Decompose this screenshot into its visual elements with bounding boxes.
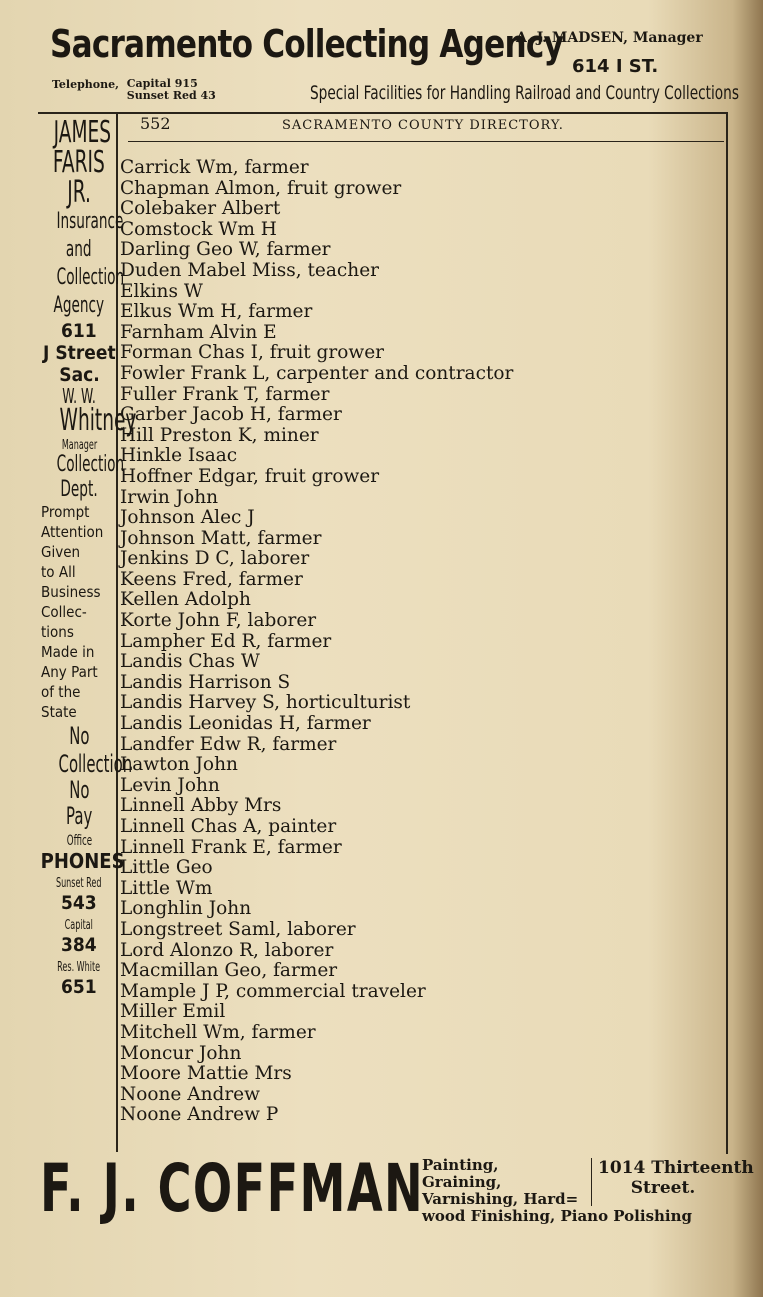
sidebar-text: Collection [58,750,133,778]
running-head: SACRAMENTO COUNTY DIRECTORY. [282,118,564,133]
sidebar-text: Collec- [41,603,87,621]
agency-telephone [52,78,216,102]
sidebar-text: Sac. [58,364,100,386]
sidebar-text: Collection [56,265,125,290]
sidebar-line [36,750,133,778]
directory-entry: Linnell Chas A, painter [120,816,337,837]
agency-manager: A. J. MADSEN, Manager [516,30,703,46]
sidebar-text: Business [41,583,101,601]
sidebar-text: Pay [65,802,93,830]
sidebar-text: Made in [41,643,95,661]
directory-entry: Linnell Frank E, farmer [120,836,342,858]
sidebar-text: J Street [42,342,116,364]
directory-entry: Macmillan Geo, farmer [120,960,338,982]
sidebar-line [36,849,125,873]
telephone-line: Sunset Red 43 [126,89,216,102]
sidebar-line [36,522,122,542]
directory-entry: Darling Geo W, farmer [120,239,331,261]
header-rule [128,141,724,142]
sidebar-text: Capital [64,918,94,933]
directory-entry: Miller Emil [120,1001,226,1023]
directory-entry: Elkus Wm H, farmer [120,301,313,323]
sidebar-text: of the [41,683,81,701]
sidebar-line [36,145,122,180]
sidebar-line [36,682,122,702]
sidebar-line [36,722,122,750]
sidebar-text: Whitney [59,403,137,438]
directory-entry: Colebaker Albert [120,198,281,220]
directory-entry: Little Wm [120,877,213,899]
sidebar-text: W. W. [62,384,96,408]
sidebar-text: State [41,703,77,721]
sidebar-line [36,542,122,562]
sidebar-line [36,452,125,478]
sidebar-line [36,115,122,150]
directory-entry: Landis Harvey S, horticulturist [120,692,411,714]
footer-advertiser-name: F. J. COFFMAN [40,1150,425,1227]
sidebar-text: PHONES [40,849,125,873]
directory-entry: Linnell Abby Mrs [120,795,282,817]
sidebar-text: Prompt [41,503,90,521]
telephone-label: Telephone, [52,78,119,91]
directory-entries [120,158,720,1126]
sidebar-line [36,892,122,914]
directory-entry: Noone Andrew P [120,1104,279,1126]
sidebar-text: Sunset Red [56,876,102,891]
directory-entry: Landis Leonidas H, farmer [120,713,371,735]
directory-entry: Levin John [120,774,220,796]
sidebar-text: tions [41,623,74,641]
telephone-numbers [127,78,216,102]
sidebar-line [36,436,122,452]
footer-address [598,1158,754,1198]
sidebar-line [36,320,122,342]
sidebar-text: Collection [56,452,125,477]
sidebar-text: Attention [41,523,104,541]
directory-entry: Mample J P, commercial traveler [120,980,426,1002]
sidebar-text: Given [41,543,81,561]
directory-entry: Duden Mabel Miss, teacher [120,259,379,281]
sidebar-advertisement [36,115,137,998]
directory-entry: Hinkle Isaac [120,445,238,467]
footer-service-line: Varnishing, Hard= [422,1190,579,1208]
sidebar-line [36,403,137,438]
directory-entry: Comstock Wm H [120,218,277,240]
sidebar-line [36,778,122,802]
directory-entry: Little Geo [120,857,213,879]
directory-entry: Johnson Matt, farmer [120,527,322,549]
sidebar-text: Agency [53,293,105,318]
directory-entry: Hill Preston K, miner [120,424,319,446]
directory-entry: Jenkins D C, laborer [120,548,310,570]
directory-entry: Carrick Wm, farmer [120,157,309,178]
sidebar-text: FARIS [53,145,105,180]
sidebar-text: 651 [61,976,97,998]
directory-entry: Lord Alonzo R, laborer [120,939,334,961]
directory-entry: Irwin John [120,486,219,508]
telephone-line: Capital 915 [126,77,198,90]
directory-entry: Hoffner Edgar, fruit grower [120,465,380,487]
sidebar-line [36,342,122,364]
sidebar-line [36,702,122,722]
directory-entry: Keens Fred, farmer [120,568,303,590]
sidebar-text: JAMES [53,115,112,150]
directory-entry: Fuller Frank T, farmer [120,383,330,405]
sidebar-text: and [66,237,92,262]
sidebar-text: 611 [61,320,97,342]
sidebar-line [36,934,122,956]
sidebar-line [36,478,122,502]
directory-entry: Lawton John [120,754,238,776]
sidebar-line [36,364,122,386]
footer-service-line: Graining, [422,1173,502,1191]
sidebar-line [36,802,122,830]
directory-entry: Garber Jacob H, farmer [120,404,342,426]
directory-entry: Noone Andrew [120,1083,260,1105]
sidebar-line [36,502,122,522]
sidebar-line [36,175,122,210]
directory-entry: Moncur John [120,1042,242,1064]
sidebar-text: Manager [61,438,97,453]
directory-entry: Chapman Almon, fruit grower [120,177,402,199]
sidebar-text: 384 [61,934,97,956]
agency-address: 614 I ST. [572,56,659,77]
sidebar-line [36,292,122,320]
directory-entry: Kellen Adolph [120,589,251,611]
sidebar-line [36,562,122,582]
sidebar-text: Office [66,833,92,849]
sidebar-line [36,602,122,622]
sidebar-text: JR. [67,175,91,210]
sidebar-text: Res. White [57,960,101,975]
sidebar-line [36,236,122,264]
sidebar-line [36,830,122,850]
directory-entry: Mitchell Wm, farmer [120,1021,316,1043]
directory-entry: Landis Harrison S [120,671,291,693]
sidebar-line [36,914,122,934]
directory-entry: Elkins W [120,280,203,302]
directory-entry: Landfer Edw R, farmer [120,733,337,755]
sidebar-text: Any Part [41,663,98,681]
sidebar-line [36,208,122,236]
sidebar-line [36,642,122,662]
directory-entry: Korte John F, laborer [120,610,317,632]
directory-entry: Farnham Alvin E [120,321,277,343]
footer-divider [591,1158,592,1206]
sidebar-text: No [68,722,90,750]
sidebar-text: No [68,776,90,804]
sidebar-line [36,872,122,892]
sidebar-line [36,264,125,292]
directory-entry: Longstreet Saml, laborer [120,918,356,940]
sidebar-line [36,956,122,976]
sidebar-line [36,622,122,642]
sidebar-line [36,976,122,998]
directory-entry: Johnson Alec J [120,507,255,529]
directory-entry: Longhlin John [120,898,252,920]
page-number: 552 [140,114,171,133]
sidebar-text: Dept. [60,477,98,502]
directory-entry: Forman Chas I, fruit grower [120,342,385,364]
footer-address-line: Street. [630,1178,696,1198]
footer-service-line: Painting, [422,1156,499,1174]
sidebar-text: 543 [61,892,97,914]
sidebar-line [36,582,122,602]
sidebar-line [36,662,122,682]
directory-entry: Moore Mattie Mrs [120,1063,292,1085]
footer-address-line: 1014 Thirteenth [598,1158,754,1178]
sidebar-text: Insurance [56,209,124,234]
footer-service-line: wood Finishing, Piano Polishing [422,1207,693,1225]
directory-entry: Lampher Ed R, farmer [120,630,332,652]
directory-entry: Landis Chas W [120,651,260,673]
agency-tagline: Special Facilities for Handling Railroad and Country Collections [310,82,739,104]
agency-title: Sacramento Collecting Agency [50,22,563,66]
directory-entry: Fowler Frank L, carpenter and contractor [120,362,514,384]
sidebar-text: to All [41,563,76,581]
